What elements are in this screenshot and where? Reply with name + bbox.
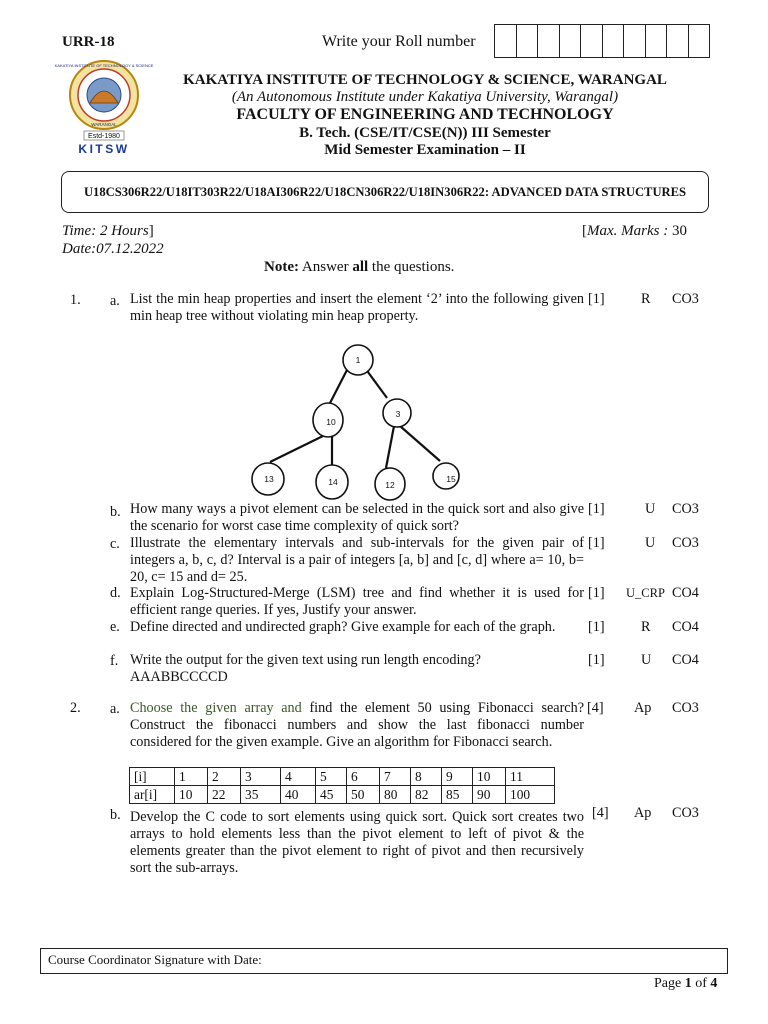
q1d-label: d.	[110, 585, 121, 601]
q2a-label: a.	[110, 701, 120, 717]
fibonacci-array-table	[129, 767, 555, 804]
signature-label: Course Coordinator Signature with Date:	[48, 952, 262, 967]
svg-text:1: 1	[355, 355, 361, 365]
q2b-marks: [4]	[592, 805, 609, 821]
institute-subtitle: (An Autonomous Institute under Kakatiya University, Warangal)	[231, 89, 619, 105]
q1d-co: CO4	[672, 585, 699, 601]
q2a-bt: Ap	[634, 700, 652, 716]
q1b-bt: U	[645, 501, 656, 517]
svg-text:WARANGAL: WARANGAL	[91, 122, 117, 127]
exam-name: Mid Semester Examination – II	[324, 142, 526, 158]
institute-logo	[54, 57, 154, 157]
q1d-bt: U_CRP	[626, 586, 665, 600]
q1d-text: Explain Log-Structured-Merge (LSM) tree and find whether it is used for efficient range queries. If yes, Justify your answer.	[130, 585, 584, 618]
svg-text:10: 10	[326, 417, 336, 427]
svg-text:13: 13	[264, 474, 274, 484]
logo-kitsw: KITSW	[78, 142, 130, 156]
q1e-label: e.	[110, 619, 120, 635]
q1c-co: CO3	[672, 535, 699, 551]
q1a-marks: [1]	[588, 291, 605, 307]
q1b-marks: [1]	[588, 501, 605, 517]
program-name: B. Tech. (CSE/IT/CSE(N)) III Semester	[299, 125, 551, 141]
subject-title: U18CS306R22/U18IT303R22/U18AI306R22/U18CN306R22/U18IN306R22: ADVANCED DATA STRUCTURES	[83, 184, 687, 199]
q2a-text	[130, 700, 584, 751]
q1f-co: CO4	[672, 652, 699, 668]
q2a-text-body: find the element 50 using Fibonacci search? Construct the fibonacci numbers and show the last fibonacci number considered for the given example. Give an algorithm for Fibonacci search.	[130, 700, 584, 750]
q2a-marks: [4]	[587, 700, 604, 716]
subject-box	[61, 171, 709, 213]
q2b-co: CO3	[672, 805, 699, 821]
roll-number-boxes[interactable]	[494, 24, 710, 58]
q1f-bt: U	[641, 652, 652, 668]
q1c-label: c.	[110, 536, 120, 552]
q1a-text: List the min heap properties and insert the element ‘2’ into the following given min heap tree without violating min heap property.	[130, 291, 584, 324]
question-2-number: 2.	[70, 700, 81, 716]
q2b-bt: Ap	[634, 805, 652, 821]
svg-text:KAKATIYA INSTITUTE OF TECHNOLO: KAKATIYA INSTITUTE OF TECHNOLOGY & SCIENCE	[54, 63, 154, 68]
q1e-text: Define directed and undirected graph? Give example for each of the graph.	[130, 619, 556, 635]
q1f-marks: [1]	[588, 652, 605, 668]
svg-text:15: 15	[446, 474, 456, 484]
q1e-co: CO4	[672, 619, 699, 635]
q1a-label: a.	[110, 293, 120, 309]
min-heap-tree-diagram	[240, 336, 480, 500]
q1b-label: b.	[110, 504, 121, 520]
paper-code: URR-18	[62, 34, 115, 50]
question-1-number: 1.	[70, 292, 81, 308]
faculty-name: FACULTY OF ENGINEERING AND TECHNOLOGY	[236, 106, 614, 123]
q1c-marks: [1]	[588, 535, 605, 551]
q1b-co: CO3	[672, 501, 699, 517]
q1f-input-string: AAABBCCCCD	[130, 669, 228, 685]
svg-text:3: 3	[395, 409, 401, 419]
time-line: Time: 2 Hours]	[62, 223, 154, 239]
q2a-co: CO3	[672, 700, 699, 716]
note-line: Note: Answer all the questions.	[264, 259, 455, 275]
max-marks: [Max. Marks : 30	[582, 223, 687, 239]
exam-date: Date:07.12.2022	[62, 241, 164, 257]
q1c-text: Illustrate the elementary intervals and sub-intervals for the given pair of integers a, b, c, d? Interval is a pair of integers [a, b] and [c, d] where a= 10, b= 20, c= 15 and d= 25.	[130, 535, 584, 585]
q1f-text: Write the output for the given text using run length encoding?	[130, 652, 481, 668]
q1e-marks: [1]	[588, 619, 605, 635]
table-row-values: ar[i] 10 22 35 40 45 50 80 82 85 90 100	[130, 786, 555, 804]
q1f-label: f.	[110, 653, 119, 669]
svg-text:14: 14	[328, 477, 338, 487]
q2b-label: b.	[110, 807, 121, 823]
q1a-co: CO3	[672, 291, 699, 307]
table-row-index: [i] 1 2 3 4 5 6 7 8 9 10 11	[130, 768, 555, 786]
institute-name: KAKATIYA INSTITUTE OF TECHNOLOGY & SCIENCE, WARANGAL	[183, 72, 667, 88]
roll-number-label: Write your Roll number	[322, 33, 476, 50]
q1c-bt: U	[645, 535, 656, 551]
logo-estd: Estd-1980	[88, 133, 120, 140]
q1b-text: How many ways a pivot element can be selected in the quick sort and also give the scenario for worst case time complexity of quick sort?	[130, 501, 584, 534]
q2b-text: Develop the C code to sort elements using quick sort. Quick sort creates two arrays to hold elements less than the pivot element to left of pivot & the elements greater than the pivot element to right of pivot and then recursively sort the sub-arrays.	[130, 809, 584, 876]
q2a-text-highlighted: Choose the given array and	[130, 700, 302, 716]
q1e-bt: R	[641, 619, 651, 635]
svg-text:12: 12	[385, 480, 395, 490]
q1d-marks: [1]	[588, 585, 605, 601]
page-number: Page 1 of 4	[654, 976, 718, 991]
q1a-bt: R	[641, 291, 651, 307]
